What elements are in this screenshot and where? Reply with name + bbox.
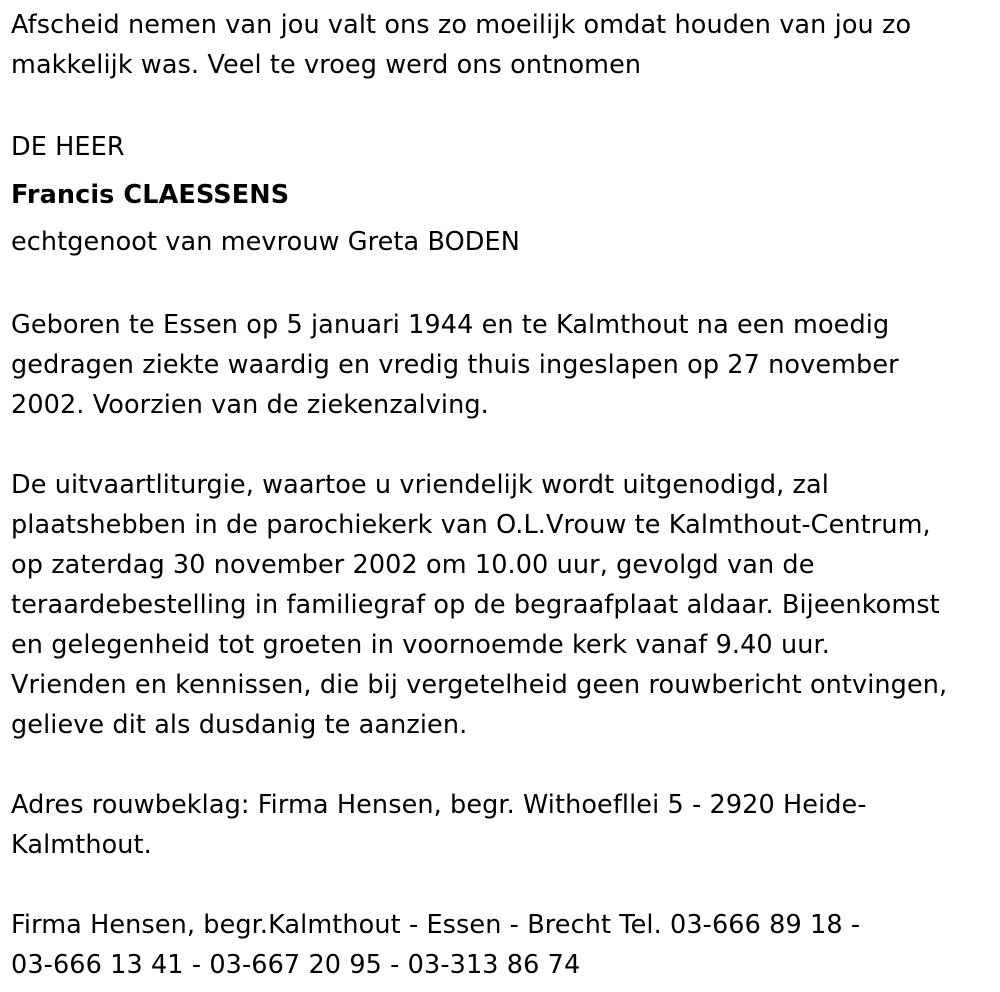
- paragraph-line: Adres rouwbeklag: Firma Hensen, begr. Withoefllei 5 - 2920 Heide-: [11, 790, 867, 820]
- deceased-name: Francis CLAESSENS: [11, 180, 290, 210]
- intro-line: Afscheid nemen van jou valt ons zo moeilijk omdat houden van jou zo: [11, 10, 912, 40]
- spouse-line: echtgenoot van mevrouw Greta BODEN: [11, 227, 520, 257]
- spacer: [11, 425, 986, 465]
- paragraph-line: De uitvaartliturgie, waartoe u vriendelijk wordt uitgenodigd, zal: [11, 470, 829, 500]
- paragraph-line: 03-666 13 41 - 03-667 20 95 - 03-313 86 74: [11, 950, 581, 980]
- paragraph-line: gedragen ziekte waardig en vredig thuis ingeslapen op 27 november: [11, 350, 899, 380]
- address-paragraph: [11, 785, 986, 865]
- paragraph-line: Firma Hensen, begr.Kalmthout - Essen - Brecht Tel. 03-666 89 18 -: [11, 910, 861, 940]
- intro-quote: [11, 5, 986, 85]
- obituary-document: [11, 5, 986, 985]
- paragraph-line: plaatshebben in de parochiekerk van O.L.Vrouw te Kalmthout-Centrum,: [11, 510, 931, 540]
- paragraph-line: teraardebestelling in familiegraf op de begraafplaat aldaar. Bijeenkomst: [11, 590, 940, 620]
- spacer: [11, 85, 986, 125]
- undertaker-paragraph: [11, 905, 986, 985]
- spacer: [11, 265, 986, 305]
- spacer: [11, 745, 986, 785]
- spacer: [11, 865, 986, 905]
- paragraph-line: gelieve dit als dusdanig te aanzien.: [11, 710, 468, 740]
- funeral-paragraph: [11, 465, 986, 745]
- paragraph-line: Geboren te Essen op 5 januari 1944 en te Kalmthout na een moedig: [11, 310, 890, 340]
- paragraph-line: op zaterdag 30 november 2002 om 10.00 uur, gevolgd van de: [11, 550, 815, 580]
- intro-line: makkelijk was. Veel te vroeg werd ons ontnomen: [11, 50, 642, 80]
- paragraph-line: 2002. Voorzien van de ziekenzalving.: [11, 390, 489, 420]
- paragraph-line: Vrienden en kennissen, die bij vergetelheid geen rouwbericht ontvingen,: [11, 670, 948, 700]
- title-label: DE HEER: [11, 132, 125, 162]
- paragraph-line: en gelegenheid tot groeten in voornoemde kerk vanaf 9.40 uur.: [11, 630, 830, 660]
- paragraph-line: Kalmthout.: [11, 830, 152, 860]
- birth-paragraph: [11, 305, 986, 425]
